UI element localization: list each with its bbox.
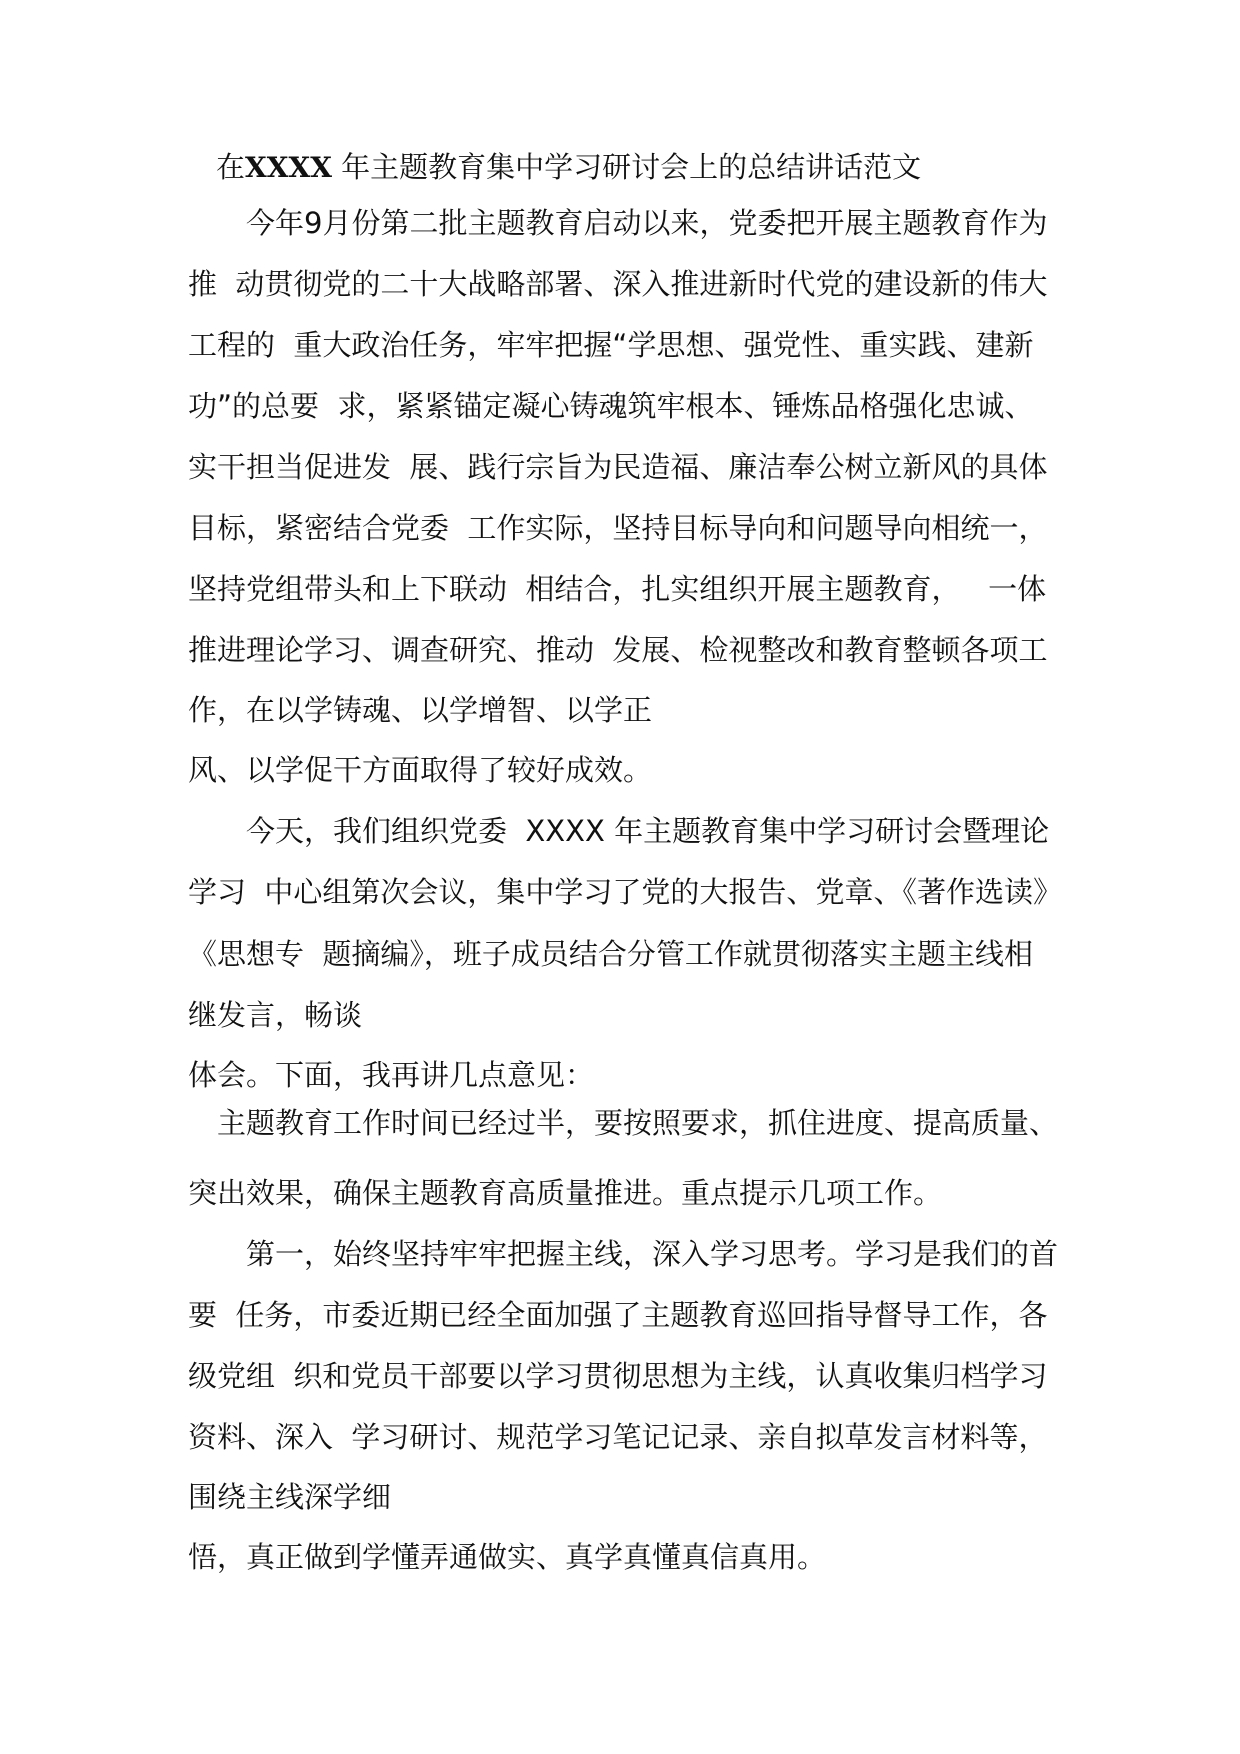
body-line: 工程的 重大政治任务，牢牢把握“学思想、强党性、重实践、建新 — [188, 328, 1034, 362]
document-title — [216, 147, 921, 188]
body-line: 体会。下面，我再讲几点意见： — [188, 1058, 595, 1092]
body-line: 主题教育工作时间已经过半，要按照要求，抓住进度、提高质量、 — [188, 1106, 1059, 1140]
body-line: 功”的总要 求，紧紧锚定凝心铸魂筑牢根本、锤炼品格强化忠诚、 — [188, 389, 1034, 423]
body-line: 目标，紧密结合党委 工作实际，坚持目标导向和问题导向相统一， — [188, 511, 1048, 545]
body-line: 今年9月份第二批主题教育启动以来，党委把开展主题教育作为 — [188, 206, 1048, 240]
body-line: 风、以学促干方面取得了较好成效。 — [188, 753, 653, 787]
body-line: 悟，真正做到学懂弄通做实、真学真懂真信真用。 — [188, 1540, 827, 1574]
body-line: 学习 中心组第次会议，集中学习了党的大报告、党章、《著作选读》 — [188, 875, 1062, 909]
body-line: 作，在以学铸魂、以学增智、以学正 — [188, 693, 653, 727]
body-line: 资料、深入 学习研讨、规范学习笔记记录、亲自拟草发言材料等， — [188, 1420, 1048, 1454]
body-line: 实干担当促进发 展、践行宗旨为民造福、廉洁奉公树立新风的具体 — [188, 450, 1048, 484]
body-line: 要 任务，市委近期已经全面加强了主题教育巡回指导督导工作，各 — [188, 1298, 1048, 1332]
body-line: 围绕主线深学细 — [188, 1480, 392, 1514]
title-code: XXXX — [245, 151, 332, 184]
body-line: 继发言，畅谈 — [188, 998, 363, 1032]
body-line: 级党组 织和党员干部要以学习贯彻思想为主线，认真收集归档学习 — [188, 1359, 1048, 1393]
body-line: 今天，我们组织党委 XXXX 年主题教育集中学习研讨会暨理论 — [188, 814, 1050, 848]
title-prefix: 在 — [216, 150, 246, 184]
body-line: 推 动贯彻党的二十大战略部署、深入推进新时代党的建设新的伟大 — [188, 267, 1048, 301]
body-line: 《思想专 题摘编》，班子成员结合分管工作就贯彻落实主题主线相 — [188, 937, 1033, 971]
body-line: 推进理论学习、调查研究、推动 发展、检视整改和教育整顿各项工 — [188, 633, 1048, 667]
body-line: 突出效果，确保主题教育高质量推进。重点提示几项工作。 — [188, 1176, 943, 1210]
body-line: 第一，始终坚持牢牢把握主线，深入学习思考。学习是我们的首 — [188, 1237, 1059, 1271]
body-line: 坚持党组带头和上下联动 相结合，扎实组织开展主题教育， 一体 — [188, 572, 1047, 606]
title-suffix: 年主题教育集中学习研讨会上的总结讲话范文 — [331, 150, 922, 184]
